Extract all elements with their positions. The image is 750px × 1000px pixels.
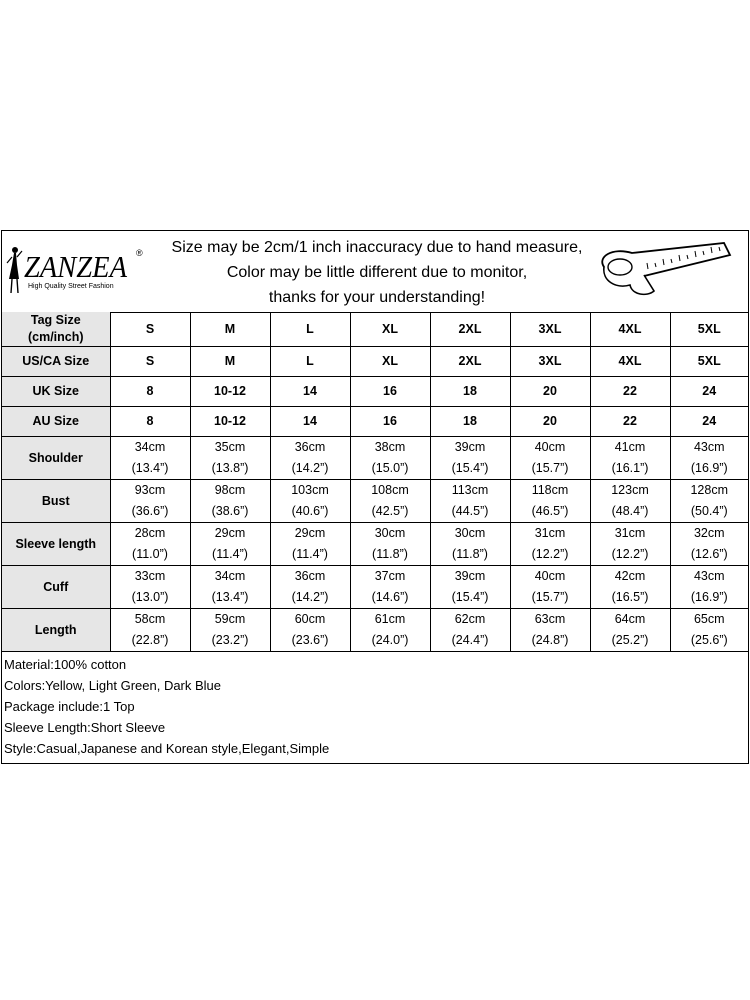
cell-cm: 32cm	[693, 526, 725, 540]
cell-cm: 103cm	[291, 483, 329, 497]
table-cell	[510, 437, 590, 480]
table-cell	[110, 437, 190, 480]
notice-line: Color may be little different due to monitor,	[226, 264, 528, 281]
cell-cm: 42cm	[614, 569, 646, 583]
table-cell	[430, 437, 510, 480]
cell-cm: 59cm	[214, 612, 246, 626]
cell-inch: (12.2”)	[531, 547, 569, 561]
cell-cm: 39cm	[454, 569, 486, 583]
table-cell	[190, 437, 270, 480]
table-cell	[510, 523, 590, 566]
material-text: Material:100% cotton	[4, 657, 127, 672]
row-header: Length	[2, 609, 110, 652]
table-cell: 2XL	[430, 312, 510, 347]
cell-cm: 65cm	[693, 612, 725, 626]
row-header: Cuff	[2, 566, 110, 609]
cell-cm: 93cm	[134, 483, 166, 497]
row-header: Tag Size (cm/inch)	[2, 312, 110, 347]
table-row	[2, 437, 748, 480]
cell-cm: 128cm	[690, 483, 729, 497]
cell-inch: (12.2”)	[611, 547, 649, 561]
table-cell: 16	[350, 407, 430, 437]
cell-inch: (38.6”)	[211, 504, 249, 518]
table-cell: 14	[270, 407, 350, 437]
cell-cm: 123cm	[611, 483, 649, 497]
cell-inch: (12.6”)	[690, 547, 728, 561]
table-cell: 14	[270, 377, 350, 407]
style-text: Style:Casual,Japanese and Korean style,Elegant,Simple	[4, 741, 330, 756]
table-cell	[670, 609, 748, 652]
cell-cm: 64cm	[614, 612, 646, 626]
cell-cm: 118cm	[531, 483, 569, 497]
cell-inch: (15.7”)	[531, 461, 569, 475]
sleeve-text: Sleeve Length:Short Sleeve	[4, 720, 166, 735]
table-cell	[590, 480, 670, 523]
table-cell	[110, 609, 190, 652]
cell-inch: (23.6”)	[291, 633, 329, 647]
cell-cm: 62cm	[454, 612, 486, 626]
cell-inch: (14.2”)	[291, 461, 329, 475]
row-header: Sleeve length	[2, 523, 110, 566]
cell-cm: 35cm	[214, 440, 246, 454]
table-cell	[510, 609, 590, 652]
cell-cm: 63cm	[534, 612, 566, 626]
table-cell: 10-12	[190, 407, 270, 437]
table-cell: 24	[670, 407, 748, 437]
table-cell	[590, 437, 670, 480]
cell-cm: 28cm	[134, 526, 166, 540]
cell-cm: 31cm	[534, 526, 566, 540]
cell-inch: (13.4”)	[211, 590, 249, 604]
cell-inch: (40.6”)	[291, 504, 329, 518]
table-cell: 20	[510, 377, 590, 407]
table-cell	[110, 480, 190, 523]
table-row	[2, 312, 748, 347]
cell-inch: (15.7”)	[531, 590, 569, 604]
table-cell: S	[110, 347, 190, 377]
table-cell	[190, 566, 270, 609]
table-cell: M	[190, 312, 270, 347]
cell-cm: 36cm	[294, 569, 326, 583]
table-cell	[270, 566, 350, 609]
cell-cm: 31cm	[614, 526, 646, 540]
table-cell: 3XL	[510, 312, 590, 347]
table-row	[2, 566, 748, 609]
cell-inch: (11.8”)	[372, 547, 408, 561]
table-cell	[350, 523, 430, 566]
brand-logo	[2, 239, 152, 299]
table-cell: 4XL	[590, 312, 670, 347]
table-cell	[350, 566, 430, 609]
row-header: Shoulder	[2, 437, 110, 480]
cell-cm: 29cm	[214, 526, 246, 540]
cell-inch: (11.0”)	[132, 547, 168, 561]
table-cell	[430, 566, 510, 609]
cell-cm: 37cm	[374, 569, 406, 583]
table-cell	[270, 437, 350, 480]
cell-cm: 33cm	[134, 569, 166, 583]
row-header: Bust	[2, 480, 110, 523]
table-cell	[350, 437, 430, 480]
table-row	[2, 407, 748, 437]
cell-cm: 58cm	[134, 612, 166, 626]
table-cell	[670, 480, 748, 523]
cell-inch: (13.8”)	[211, 461, 249, 475]
cell-cm: 34cm	[214, 569, 246, 583]
cell-inch: (44.5”)	[451, 504, 489, 518]
table-cell: 18	[430, 407, 510, 437]
cell-cm: 36cm	[294, 440, 326, 454]
cell-inch: (14.6”)	[371, 590, 409, 604]
row-header: UK Size	[2, 377, 110, 407]
table-cell	[590, 566, 670, 609]
cell-inch: (23.2”)	[211, 633, 249, 647]
cell-cm: 40cm	[534, 569, 566, 583]
cell-inch: (24.8”)	[531, 633, 569, 647]
measurement-notice	[152, 235, 602, 310]
table-cell: 22	[590, 407, 670, 437]
cell-inch: (15.4”)	[451, 590, 489, 604]
cell-inch: (24.4”)	[451, 633, 489, 647]
table-cell	[350, 480, 430, 523]
table-cell	[430, 523, 510, 566]
cell-cm: 34cm	[134, 440, 166, 454]
table-cell: 3XL	[510, 347, 590, 377]
table-row	[2, 347, 748, 377]
table-cell	[110, 566, 190, 609]
table-cell: 24	[670, 377, 748, 407]
table-cell: XL	[350, 347, 430, 377]
table-cell: L	[270, 312, 350, 347]
table-cell	[510, 480, 590, 523]
table-cell	[430, 609, 510, 652]
cell-inch: (11.4”)	[292, 547, 328, 561]
notice-line: thanks for your understanding!	[268, 289, 486, 306]
table-row	[2, 377, 748, 407]
cell-inch: (50.4”)	[690, 504, 728, 518]
colors-text: Colors:Yellow, Light Green, Dark Blue	[4, 678, 222, 693]
cell-inch: (15.0”)	[371, 461, 409, 475]
cell-cm: 41cm	[614, 440, 646, 454]
table-cell	[670, 523, 748, 566]
fashion-figure-icon	[6, 245, 24, 295]
cell-inch: (13.4”)	[131, 461, 169, 475]
cell-inch: (16.5”)	[611, 590, 649, 604]
chart-header	[2, 231, 748, 313]
brand-tagline: High Quality Street Fashion	[28, 283, 114, 290]
table-row	[2, 523, 748, 566]
table-cell: 16	[350, 377, 430, 407]
cell-cm: 40cm	[534, 440, 566, 454]
notice-line: Size may be 2cm/1 inch inaccuracy due to hand measure,	[171, 239, 583, 256]
cell-inch: (36.6”)	[131, 504, 169, 518]
cell-inch: (15.4”)	[451, 461, 489, 475]
cell-inch: (16.9”)	[690, 590, 728, 604]
table-cell	[270, 480, 350, 523]
cell-inch: (25.6”)	[690, 633, 728, 647]
table-cell: XL	[350, 312, 430, 347]
row-header: AU Size	[2, 407, 110, 437]
table-cell	[670, 566, 748, 609]
cell-cm: 61cm	[374, 612, 406, 626]
cell-inch: (16.9”)	[690, 461, 728, 475]
cell-cm: 30cm	[454, 526, 486, 540]
cell-cm: 30cm	[374, 526, 406, 540]
table-cell: 2XL	[430, 347, 510, 377]
table-cell: 4XL	[590, 347, 670, 377]
cell-cm: 38cm	[374, 440, 406, 454]
cell-cm: 60cm	[294, 612, 326, 626]
row-header: US/CA Size	[2, 347, 110, 377]
table-cell	[670, 437, 748, 480]
table-cell	[110, 523, 190, 566]
table-cell: S	[110, 312, 190, 347]
cell-cm: 43cm	[693, 440, 725, 454]
table-row	[2, 480, 748, 523]
table-cell	[510, 566, 590, 609]
table-cell: 18	[430, 377, 510, 407]
table-cell	[270, 609, 350, 652]
registered-mark: ®	[136, 248, 143, 258]
cell-inch: (13.0”)	[131, 590, 169, 604]
table-cell: 5XL	[670, 312, 748, 347]
cell-inch: (25.2”)	[611, 633, 649, 647]
brand-name: ZANZEA	[24, 249, 128, 284]
table-cell: 8	[110, 377, 190, 407]
table-cell	[270, 523, 350, 566]
package-text: Package include:1 Top	[4, 699, 135, 714]
cell-inch: (24.0”)	[371, 633, 409, 647]
table-cell: M	[190, 347, 270, 377]
cell-cm: 29cm	[294, 526, 326, 540]
cell-inch: (48.4”)	[611, 504, 649, 518]
table-cell	[190, 480, 270, 523]
size-chart	[1, 230, 749, 764]
table-cell: 20	[510, 407, 590, 437]
cell-cm: 39cm	[454, 440, 486, 454]
table-cell: 10-12	[190, 377, 270, 407]
table-cell	[430, 480, 510, 523]
cell-inch: (16.1”)	[611, 461, 649, 475]
cell-inch: (14.2”)	[291, 590, 329, 604]
size-table	[2, 312, 748, 652]
cell-inch: (11.4”)	[212, 547, 248, 561]
table-cell: 5XL	[670, 347, 748, 377]
table-cell	[190, 609, 270, 652]
table-cell	[190, 523, 270, 566]
cell-inch: (42.5”)	[371, 504, 409, 518]
cell-cm: 43cm	[693, 569, 725, 583]
table-cell	[350, 609, 430, 652]
cell-cm: 113cm	[451, 483, 489, 497]
table-cell: 8	[110, 407, 190, 437]
measuring-tape-icon	[592, 237, 732, 307]
cell-inch: (22.8”)	[131, 633, 169, 647]
table-cell: L	[270, 347, 350, 377]
product-details	[4, 654, 329, 759]
cell-cm: 98cm	[214, 483, 246, 497]
table-row	[2, 609, 748, 652]
table-cell	[590, 523, 670, 566]
cell-cm: 108cm	[371, 483, 409, 497]
table-cell	[590, 609, 670, 652]
table-cell: 22	[590, 377, 670, 407]
cell-inch: (11.8”)	[452, 547, 488, 561]
cell-inch: (46.5”)	[531, 504, 569, 518]
